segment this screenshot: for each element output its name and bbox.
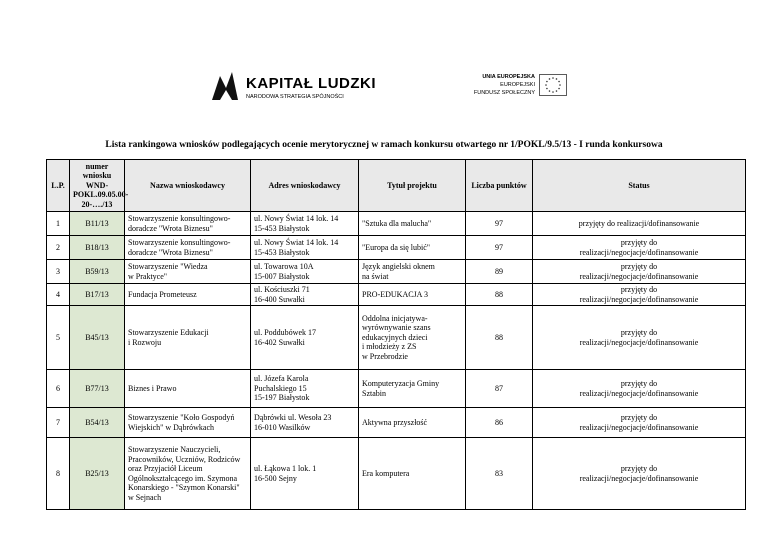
table-row [47,438,746,510]
cell-status: przyjęty do realizacji/negocjacje/dofinansowanie [533,370,746,408]
cell-numer: B11/13 [70,212,125,236]
cell-numer: B18/13 [70,236,125,260]
eu-star [558,88,560,90]
table-row [47,370,746,408]
cell-tytul: Era komputera [359,438,466,510]
header-lp: L.P. [47,160,70,212]
cell-nazwa: Biznes i Prawo [125,370,251,408]
kapital-ludzki-mark-icon [210,70,240,104]
eu-flag-icon [539,74,567,96]
cell-punkty: 87 [466,370,533,408]
cell-tytul: Aktywna przyszłość [359,408,466,438]
cell-nazwa: Stowarzyszenie konsultingowo-doradcze "Wrota Biznesu" [125,236,251,260]
table-header-row [47,160,746,212]
eu-star [549,78,551,80]
cell-nazwa: Stowarzyszenie konsultingowo-doradcze "Wrota Biznesu" [125,212,251,236]
cell-nazwa: Stowarzyszenie Nauczycieli, Pracowników, Uczniów, Rodziców oraz Przyjaciół Liceum Ogólnokształcącego im. Szymona Konarskiego - "Szymon Konarski" w Sejnach [125,438,251,510]
ranking-table [46,159,746,510]
header-punkty: Liczba punktów [466,160,533,212]
cell-lp: 2 [47,236,70,260]
cell-tytul: "Sztuka dla malucha" [359,212,466,236]
table-row [47,212,746,236]
cell-numer: B45/13 [70,306,125,370]
cell-adres: ul. Towarowa 10A 15-007 Białystok [251,260,359,284]
eu-star [556,78,558,80]
table-row [47,284,746,306]
cell-lp: 7 [47,408,70,438]
cell-nazwa: Stowarzyszenie "Wiedza w Praktyce" [125,260,251,284]
ue-line3: FUNDUSZ SPOŁECZNY [473,90,535,96]
cell-numer: B59/13 [70,260,125,284]
eu-star [558,81,560,83]
eu-star [546,81,548,83]
eu-star [559,84,561,86]
cell-status: przyjęty do realizacji/negocjacje/dofinansowanie [533,236,746,260]
cell-adres: ul. Łąkowa 1 lok. 1 16-500 Sejny [251,438,359,510]
cell-punkty: 89 [466,260,533,284]
cell-status: przyjęty do realizacji/dofinansowanie [533,212,746,236]
cell-lp: 3 [47,260,70,284]
ue-line2: EUROPEJSKI [500,82,535,88]
cell-numer: B77/13 [70,370,125,408]
cell-punkty: 88 [466,306,533,370]
cell-numer: B25/13 [70,438,125,510]
cell-status: przyjęty do realizacji/negocjacje/dofinansowanie [533,260,746,284]
cell-tytul: "Europa da się lubić" [359,236,466,260]
cell-lp: 4 [47,284,70,306]
table-row [47,260,746,284]
cell-lp: 6 [47,370,70,408]
cell-lp: 1 [47,212,70,236]
cell-status: przyjęty do realizacji/negocjacje/dofinansowanie [533,438,746,510]
cell-lp: 5 [47,306,70,370]
eu-star [546,88,548,90]
header-nazwa: Nazwa wnioskodawcy [125,160,251,212]
header-numer: numer wniosku WND-POKL.09.05.00-20-…./13 [70,160,125,212]
cell-nazwa: Stowarzyszenie "Koło Gospodyń Wiejskich" w Dąbrówkach [125,408,251,438]
table-row [47,408,746,438]
eu-star [549,90,551,92]
ue-logo [463,73,573,103]
cell-tytul: Oddolna inicjatywa- wyrównywanie szans edukacyjnych dzieci i młodzieży z ZS w Przebrodzie [359,306,466,370]
cell-status: przyjęty do realizacji/negocjacje/dofinansowanie [533,284,746,306]
header-status: Status [533,160,746,212]
cell-nazwa: Stowarzyszenie Edukacji i Rozwoju [125,306,251,370]
table-row [47,306,746,370]
table-row [47,236,746,260]
eu-star [552,91,554,93]
cell-status: przyjęty do realizacji/negocjacje/dofinansowanie [533,408,746,438]
cell-nazwa: Fundacja Prometeusz [125,284,251,306]
cell-status: przyjęty do realizacji/negocjacje/dofinansowanie [533,306,746,370]
eu-star [556,90,558,92]
cell-adres: ul. Poddubówek 17 16-402 Suwałki [251,306,359,370]
cell-punkty: 97 [466,212,533,236]
cell-adres: ul. Nowy Świat 14 lok. 14 15-453 Białystok [251,236,359,260]
cell-punkty: 83 [466,438,533,510]
page-title: Lista rankingowa wniosków podlegających ocenie merytorycznej w ramach konkursu otwartego nr 1/POKL/9.5/13 - I runda konkursowa [105,140,663,150]
kapital-ludzki-title: KAPITAŁ LUDZKI [246,75,377,92]
cell-punkty: 86 [466,408,533,438]
cell-lp: 8 [47,438,70,510]
cell-punkty: 88 [466,284,533,306]
eu-star [552,77,554,79]
cell-numer: B54/13 [70,408,125,438]
cell-adres: ul. Nowy Świat 14 lok. 14 15-453 Białystok [251,212,359,236]
cell-tytul: PRO-EDUKACJA 3 [359,284,466,306]
cell-adres: ul. Józefa Karola Puchalskiego 15 15-197 Białystok [251,370,359,408]
cell-tytul: Język angielski oknem na świat [359,260,466,284]
cell-numer: B17/13 [70,284,125,306]
cell-adres: Dąbrówki ul. Wesoła 23 16-010 Wasilków [251,408,359,438]
ue-line1: UNIA EUROPEJSKA [482,74,535,80]
cell-tytul: Komputeryzacja Gminy Sztabin [359,370,466,408]
ue-text [463,73,535,97]
cell-adres: ul. Kościuszki 71 16-400 Suwałki [251,284,359,306]
cell-punkty: 97 [466,236,533,260]
kapital-ludzki-subtitle: NARODOWA STRATEGIA SPÓJNOŚCI [246,94,344,100]
header-adres: Adres wnioskodawcy [251,160,359,212]
eu-star [545,84,547,86]
header-tytul: Tytuł projektu [359,160,466,212]
